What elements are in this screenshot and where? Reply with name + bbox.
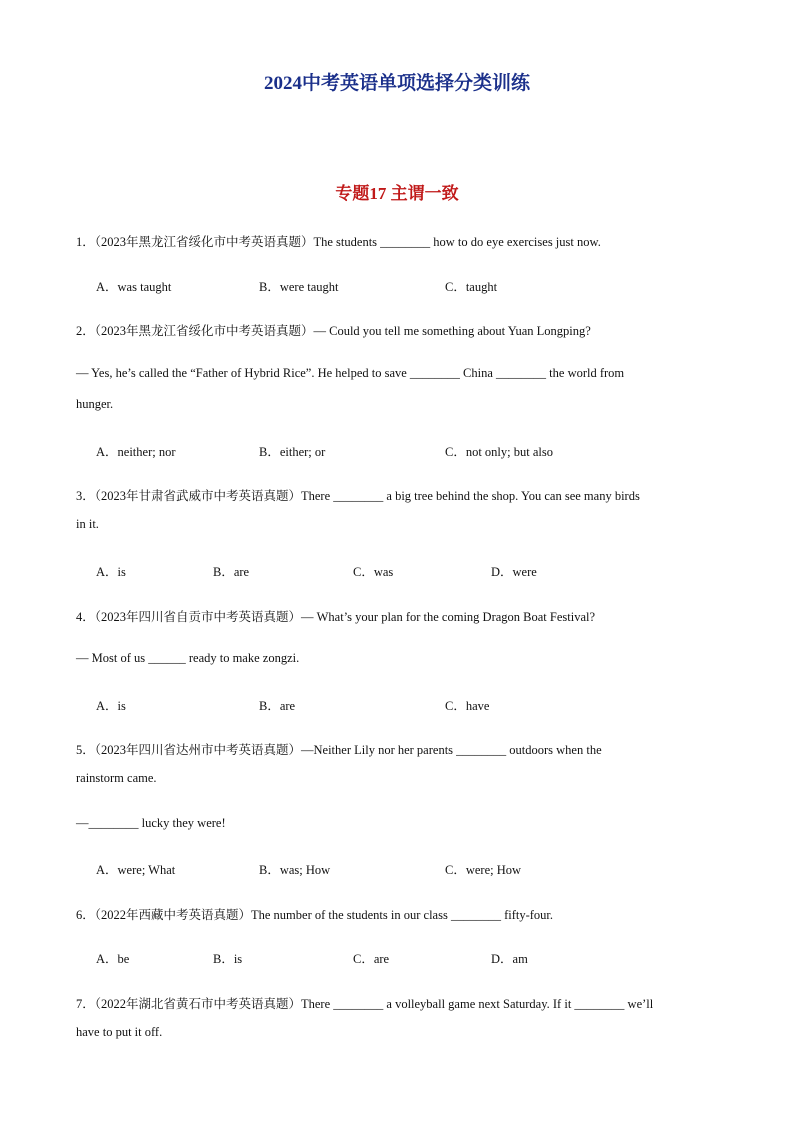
question-1-text: 1．（2023年黑龙江省绥化市中考英语真题）The students ________ how to do eye exercises just now. — [76, 235, 601, 249]
question-4-option-a[interactable]: A．is — [96, 699, 126, 713]
question-2-option-b[interactable]: B．either; or — [259, 445, 326, 459]
question-1-option-a[interactable]: A．was taught — [96, 280, 172, 294]
topic-heading: 专题17 主谓一致 — [335, 184, 459, 203]
question-5-option-a[interactable]: A．were; What — [96, 863, 176, 877]
question-6-option-d[interactable]: D．am — [491, 952, 528, 966]
question-7-text-line-2: have to put it off. — [76, 1025, 163, 1039]
question-4-text: 4．（2023年四川省自贡市中考英语真题）— What’s your plan for the coming Dragon Boat Festival? — [76, 610, 596, 624]
question-5-text-line-3: —________ lucky they were! — [76, 816, 226, 830]
question-5-option-b[interactable]: B．was; How — [259, 863, 331, 877]
question-5-text-line-2: rainstorm came. — [76, 771, 157, 785]
question-1-option-b[interactable]: B．were taught — [259, 280, 339, 294]
question-4-option-c[interactable]: C．have — [445, 699, 490, 713]
page-title: 2024中考英语单项选择分类训练 — [263, 73, 530, 94]
question-2-text-line-3: hunger. — [76, 397, 114, 411]
question-7-text: 7．（2022年湖北省黄石市中考英语真题）There ________ a volleyball game next Saturday. If it ________ we’ll — [76, 997, 654, 1011]
question-3-text: 3．（2023年甘肃省武威市中考英语真题）There ________ a big tree behind the shop. You can see many birds — [76, 489, 640, 503]
question-3-text-line-2: in it. — [76, 517, 99, 531]
question-3-option-a[interactable]: A．is — [96, 565, 126, 579]
question-4-text-line-2: — Most of us ______ ready to make zongzi. — [76, 651, 300, 665]
question-1-option-c[interactable]: C．taught — [445, 280, 498, 294]
question-6-text: 6．（2022年西藏中考英语真题）The number of the students in our class ________ fifty-four. — [76, 908, 554, 922]
question-2-option-c[interactable]: C．not only; but also — [445, 445, 553, 459]
question-5-option-c[interactable]: C．were; How — [445, 863, 522, 877]
question-2-option-a[interactable]: A．neither; nor — [96, 445, 176, 459]
question-3-option-b[interactable]: B．are — [213, 565, 250, 579]
question-2-text-line-2: — Yes, he’s called the “Father of Hybrid Rice”. He helped to save ________ China ________ the world from — [76, 366, 625, 380]
question-6-option-b[interactable]: B．is — [213, 952, 243, 966]
question-4-option-b[interactable]: B．are — [259, 699, 296, 713]
question-5-text: 5．（2023年四川省达州市中考英语真题）—Neither Lily nor her parents ________ outdoors when the — [76, 743, 602, 757]
question-3-option-d[interactable]: D．were — [491, 565, 537, 579]
question-2-text: 2．（2023年黑龙江省绥化市中考英语真题）— Could you tell me something about Yuan Longping? — [76, 324, 591, 338]
question-3-option-c[interactable]: C．was — [353, 565, 394, 579]
question-6-option-a[interactable]: A．be — [96, 952, 130, 966]
question-6-option-c[interactable]: C．are — [353, 952, 390, 966]
